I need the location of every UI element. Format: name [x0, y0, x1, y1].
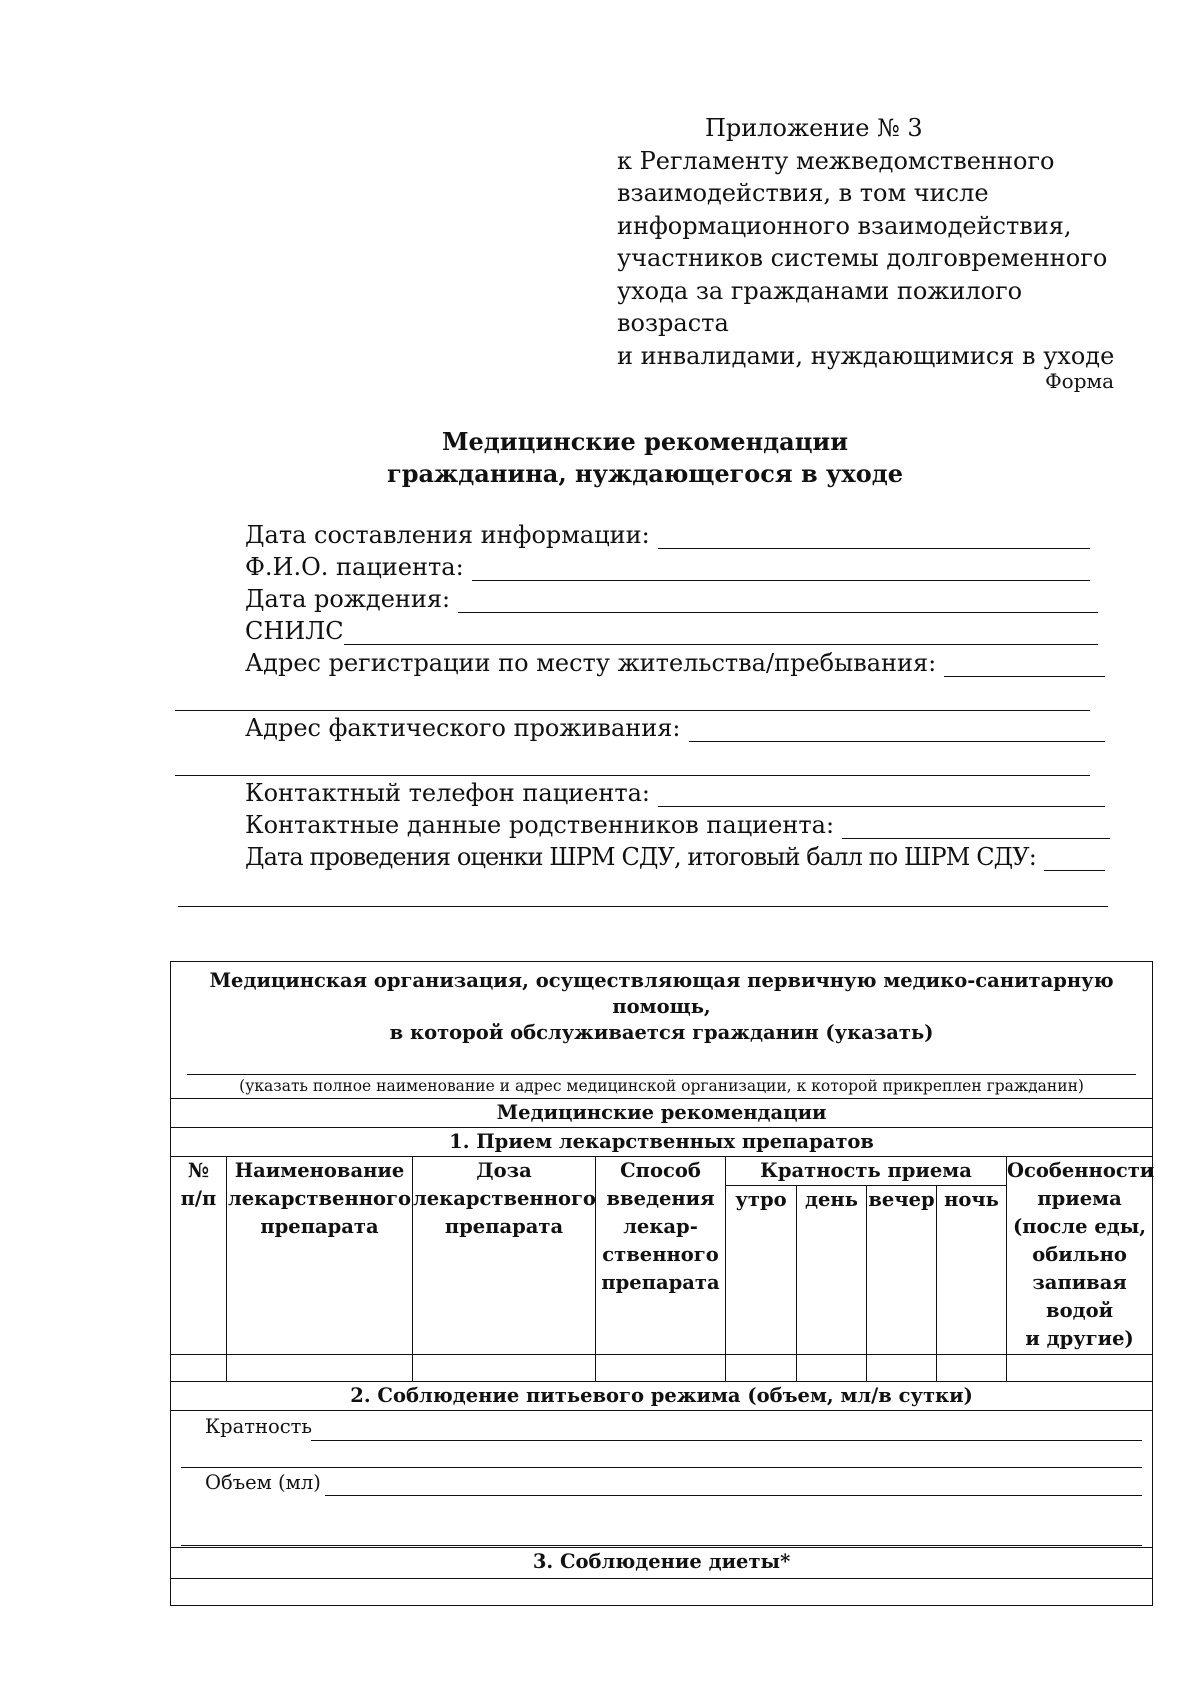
- appendix-line: взаимодействия, в том числе: [617, 179, 989, 207]
- col-route-line-4: ственного: [602, 1243, 719, 1266]
- relatives-field[interactable]: [245, 807, 1110, 839]
- section-1-heading: 1. Прием лекарственных препаратов: [171, 1128, 1153, 1157]
- table-cell-notes[interactable]: [1007, 1355, 1153, 1382]
- relatives-label: Контактные данные родственников пациента:: [245, 811, 835, 839]
- reg-address-continuation-line[interactable]: [175, 710, 1090, 711]
- col-route-line-5: препарата: [601, 1271, 720, 1294]
- col-notes-line-2: приема: [1037, 1187, 1122, 1210]
- table-cell-number[interactable]: [171, 1355, 227, 1382]
- frequency-line[interactable]: [311, 1440, 1142, 1441]
- organization-input-line[interactable]: [187, 1056, 1136, 1075]
- col-number-line-1: №: [187, 1159, 210, 1182]
- col-dose-header: [413, 1157, 596, 1355]
- date-compiled-label: Дата составления информации:: [245, 521, 650, 549]
- appendix-line: информационного взаимодействия,: [617, 211, 1072, 240]
- reg-address-label: Адрес регистрации по месту жительства/пребывания:: [245, 649, 937, 677]
- col-day-header: день: [797, 1186, 867, 1355]
- col-notes-line-5: запивая: [1032, 1271, 1127, 1294]
- col-drug-name-line-2: лекарственного: [228, 1187, 411, 1210]
- actual-address-line[interactable]: [689, 717, 1106, 742]
- drinking-regime-cell[interactable]: [171, 1411, 1153, 1524]
- appendix-title: Приложение № 3: [705, 114, 923, 142]
- patient-name-field[interactable]: [245, 549, 1090, 581]
- col-notes-line-3: (после еды,: [1013, 1215, 1147, 1238]
- organization-hint: (указать полное наименование и адрес медицинской организации, к которой прикреплен гражданин): [239, 1077, 1084, 1095]
- table-cell-drug-name[interactable]: [227, 1355, 413, 1382]
- col-dose-line-2: лекарственного: [413, 1187, 596, 1210]
- assessment-continuation-line[interactable]: [178, 906, 1108, 907]
- col-route-line-1: Способ: [620, 1159, 701, 1182]
- document-title: [0, 426, 1200, 490]
- col-notes-line-4: обильно: [1032, 1243, 1127, 1266]
- table-cell-evening[interactable]: [867, 1355, 937, 1382]
- diet-cell[interactable]: [171, 1579, 1153, 1606]
- volume-line[interactable]: [325, 1495, 1142, 1496]
- appendix-line: и инвалидами, нуждающимися в уходе: [617, 341, 1115, 370]
- col-dose-line-1: Доза: [476, 1159, 532, 1182]
- appendix-line: ухода за гражданами пожилого возраста: [617, 276, 1023, 337]
- document-title-line-1: Медицинские рекомендации: [441, 427, 849, 456]
- snils-label: СНИЛС: [245, 617, 344, 645]
- col-night-header: ночь: [937, 1186, 1007, 1355]
- col-notes-line-1: Особенности: [1007, 1159, 1155, 1182]
- form-label: Форма: [1045, 369, 1114, 393]
- col-drug-name-header: [227, 1157, 413, 1355]
- col-route-header: [596, 1157, 726, 1355]
- frequency-continuation-line[interactable]: [181, 1467, 1142, 1468]
- col-number-header: [171, 1157, 227, 1355]
- col-notes-line-7: и другие): [1025, 1327, 1134, 1350]
- assessment-line[interactable]: [1044, 846, 1105, 871]
- col-drug-name-line-3: препарата: [260, 1215, 379, 1238]
- actual-address-label: Адрес фактического проживания:: [245, 714, 681, 742]
- section-2-heading: 2. Соблюдение питьевого режима (объем, мл/в сутки): [171, 1382, 1153, 1411]
- table-cell-day[interactable]: [797, 1355, 867, 1382]
- birth-date-line[interactable]: [458, 588, 1098, 613]
- frequency-label: Кратность: [205, 1415, 313, 1438]
- col-route-line-2: введения: [606, 1187, 715, 1210]
- reg-address-field[interactable]: [245, 645, 1105, 677]
- reg-address-line[interactable]: [944, 652, 1105, 677]
- patient-name-label: Ф.И.О. пациента:: [245, 553, 464, 581]
- document-title-line-2: гражданина, нуждающегося в уходе: [387, 459, 903, 488]
- volume-continuation-cell[interactable]: [171, 1523, 1153, 1548]
- organization-heading-line-1: Медицинская организация, осуществляющая первичную медико-санитарную помощь,: [209, 969, 1114, 1018]
- birth-date-label: Дата рождения:: [245, 585, 451, 613]
- table-cell-night[interactable]: [937, 1355, 1007, 1382]
- section-3-heading: 3. Соблюдение диеты*: [171, 1548, 1153, 1579]
- col-dose-line-3: препарата: [444, 1215, 564, 1238]
- col-morning-header: утро: [726, 1186, 797, 1355]
- organization-cell[interactable]: [171, 962, 1153, 1099]
- appendix-line: к Регламенту межведомственного: [617, 146, 1055, 175]
- organization-heading-line-2: в которой обслуживается гражданин (указать): [389, 1021, 934, 1044]
- snils-line[interactable]: [344, 620, 1098, 645]
- table-cell-dose[interactable]: [413, 1355, 596, 1382]
- volume-continuation-line[interactable]: [181, 1523, 1142, 1546]
- medical-recommendations-heading: Медицинские рекомендации: [171, 1099, 1153, 1128]
- relatives-line[interactable]: [842, 814, 1110, 839]
- snils-field[interactable]: [245, 613, 1098, 645]
- col-notes-line-6: водой: [1046, 1299, 1114, 1322]
- col-evening-header: вечер: [867, 1186, 937, 1355]
- appendix-block: [617, 112, 1137, 372]
- phone-label: Контактный телефон пациента:: [245, 779, 650, 807]
- appendix-line: участников системы долговременного: [617, 244, 1108, 272]
- col-route-line-3: лекар-: [623, 1215, 698, 1238]
- date-compiled-field[interactable]: [245, 517, 1090, 549]
- actual-address-field[interactable]: [245, 710, 1105, 742]
- patient-name-line[interactable]: [472, 556, 1090, 581]
- table-cell-morning[interactable]: [726, 1355, 797, 1382]
- phone-field[interactable]: [245, 775, 1105, 807]
- medical-recommendations-table: [170, 961, 1153, 1606]
- volume-label: Объем (мл): [205, 1471, 321, 1494]
- col-number-line-2: п/п: [180, 1187, 217, 1210]
- date-compiled-line[interactable]: [658, 524, 1090, 549]
- table-cell-route[interactable]: [596, 1355, 726, 1382]
- col-frequency-header: Кратность приема: [726, 1157, 1007, 1186]
- assessment-field[interactable]: [245, 839, 1105, 871]
- col-notes-header: [1007, 1157, 1153, 1355]
- assessment-label: Дата проведения оценки ШРМ СДУ, итоговый балл по ШРМ СДУ:: [245, 843, 1036, 871]
- birth-date-field[interactable]: [245, 581, 1098, 613]
- organization-heading: [171, 962, 1152, 1046]
- col-drug-name-line-1: Наименование: [234, 1159, 405, 1182]
- actual-address-continuation-line[interactable]: [175, 775, 1090, 776]
- phone-line[interactable]: [658, 782, 1105, 807]
